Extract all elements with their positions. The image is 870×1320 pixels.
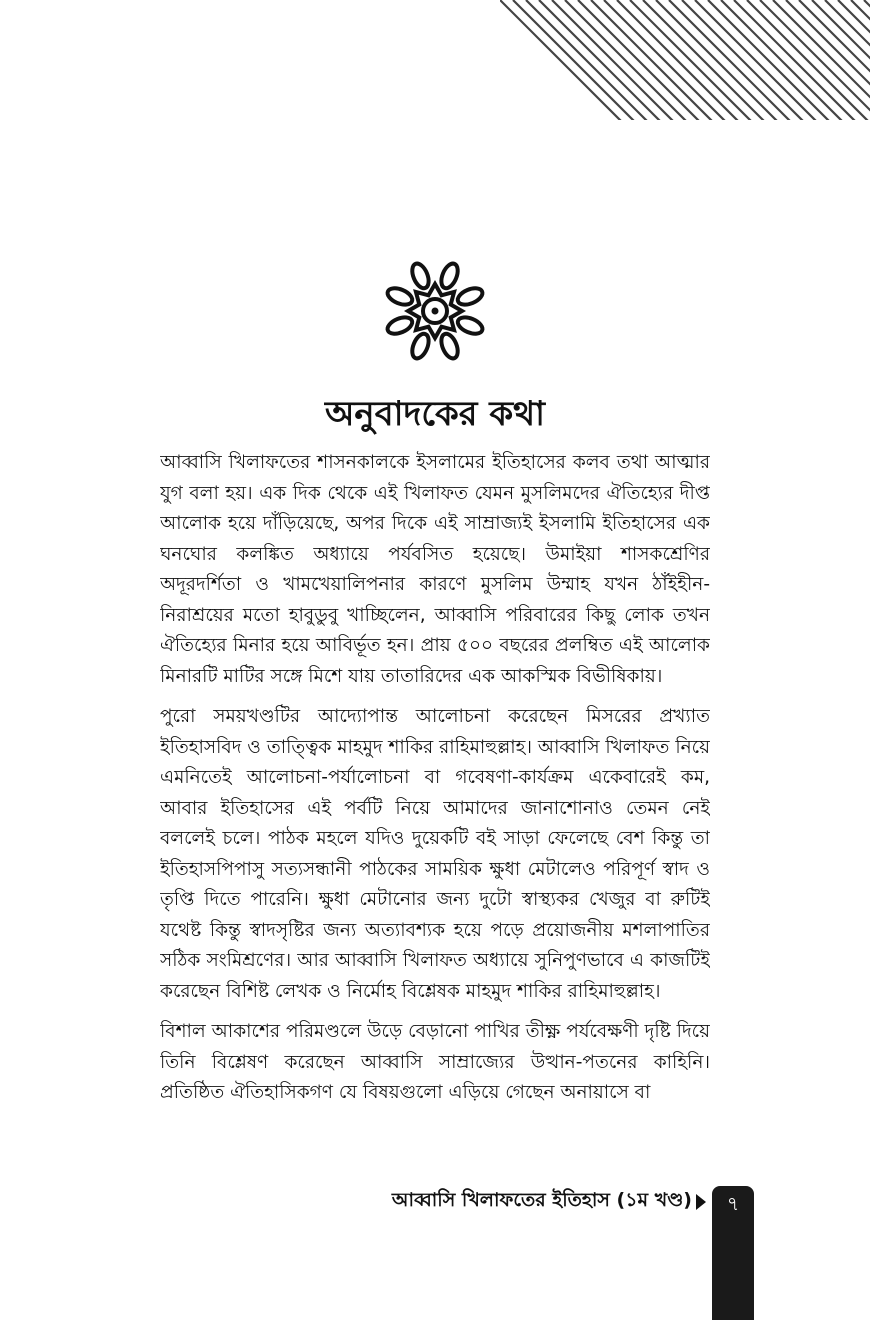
page-number: ৭: [726, 1193, 740, 1215]
play-arrow-icon: [696, 1194, 706, 1210]
ornament-petal: [385, 314, 414, 337]
ornament-petal: [438, 331, 461, 360]
body-text: [160, 448, 710, 1178]
ornament-petal: [385, 285, 414, 308]
ornament-petal: [455, 314, 484, 337]
corner-stripe-pattern: [500, 0, 870, 120]
page-title: অনুবাদকের কথা: [324, 394, 546, 434]
page-number-tab: [712, 1186, 754, 1320]
stripe-line: [526, 0, 651, 120]
stripe-line: [513, 0, 638, 120]
ornament-petal: [409, 331, 432, 360]
stripe-line: [760, 0, 870, 120]
paragraph-3: বিশাল আকাশের পরিমণ্ডলে উড়ে বেড়ানো পাখির তীক্ষ্ণ পর্যবেক্ষণী দৃষ্টি দিয়ে তিনি বিশ্লেষণ করেছেন আব্বাসি সাম্রাজ্যের উত্থান-পতনের কাহিনি। প্রতিষ্ঠিত ঐতিহাসিকগণ যে বিষয়গুলো এড়িয়ে গেছেন অনায়াসে বা: [160, 1021, 710, 1103]
floral-star-ornament-icon: [380, 256, 490, 366]
ornament-petal: [455, 285, 484, 308]
ornament-petal: [438, 261, 461, 290]
paragraph-1: আব্বাসি খিলাফতের শাসনকালকে ইসলামের ইতিহাসের কলব তথা আত্মার যুগ বলা হয়। এক দিক থেকে এই খিলাফত যেমন মুসলিমদের ঐতিহ্যের দীপ্ত আলোক হয়ে দাঁড়িয়েছে, অপর দিকে এই সাম্রাজ্যই ইসলামি ইতিহাসের এক ঘনঘোর কলঙ্কিত অধ্যায়ে পর্যবসিত হয়েছে। উমাইয়া শাসকশ্রেণির অদূরদর্শিতা ও খামখেয়ালিপনার কারণে মুসলিম উম্মাহ যখন ঠাঁইহীন-নিরাশ্রয়ের মতো হাবুডুবু খাচ্ছিলেন, আব্বাসি পরিবারের কিছু লোক তখন ঐতিহ্যের মিনার হয়ে আবির্ভূত হন। প্রায় ৫০০ বছরের প্রলম্বিত এই আলোক মিনারটি মাটির সঙ্গে মিশে যায় তাতারিদের এক আকস্মিক বিভীষিকায়।: [160, 452, 710, 687]
paragraph-2: পুরো সময়খণ্ডটির আদ্যোপান্ত আলোচনা করেছেন মিসরের প্রখ্যাত ইতিহাসবিদ ও তাত্ত্বিক মাহমুদ শাকির রাহিমাহুল্লাহ। আব্বাসি খিলাফত নিয়ে এমনিতেই আলোচনা-পর্যালোচনা বা গবেষণা-কার্যক্রম একেবারেই কম, আবার ইতিহাসের এই পর্বটি নিয়ে আমাদের জানাশোনাও তেমন নেই বললেই চলে। পাঠক মহলে যদিও দুয়েকটি বই সাড়া ফেলেছে বেশ কিন্তু তা ইতিহাসপিপাসু সত্যসন্ধানী পাঠকের সাময়িক ক্ষুধা মেটালেও পরিপূর্ণ স্বাদ ও তৃপ্তি দিতে পারেনি। ক্ষুধা মেটানোর জন্য দুটো স্বাস্থ্যকর খেজুর বা রুটিই যথেষ্ট কিন্তু স্বাদসৃষ্টির জন্য অত্যাবশ্যক হয়ে পড়ে প্রয়োজনীয় মশলাপাতির সঠিক সংমিশ্রণের। আর আব্বাসি খিলাফত অধ্যায়ে সুনিপুণভাবে এ কাজটিই করেছেন বিশিষ্ট লেখক ও নির্মোহ বিশ্লেষক মাহমুদ শাকির রাহিমাহুল্লাহ।: [160, 706, 710, 1002]
ornament-petal: [409, 261, 432, 290]
stripe-line: [500, 0, 625, 120]
running-footer-book-title: আব্বাসি খিলাফতের ইতিহাস (১ম খণ্ড): [391, 1189, 692, 1211]
